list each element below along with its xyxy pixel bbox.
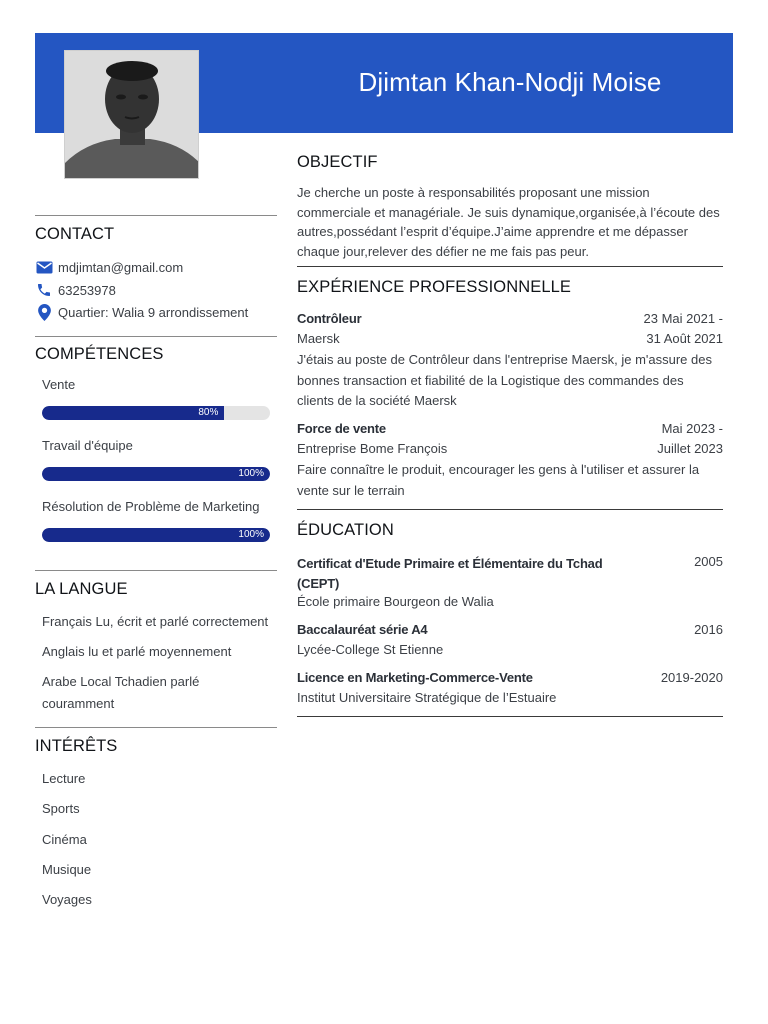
interest-item: Musique — [42, 862, 92, 877]
location-pin-icon — [35, 303, 53, 321]
skills-title: COMPÉTENCES — [35, 345, 164, 363]
contact-address-text: Quartier: Walia 9 arrondissement — [58, 304, 249, 320]
languages-title: LA LANGUE — [35, 580, 128, 598]
contact-phone — [35, 280, 116, 300]
language-item: Anglais lu et parlé moyennement — [42, 644, 232, 659]
objective-text: Je cherche un poste à responsabilités proposant une mission commerciale et managériale. Je suis dynamique,organisée,à l’écoute des autres,possédant l’esprit d’équipe.J’aime apprendre et me dépasser chaque jour,relever des défier ne me fais pas peur. — [297, 185, 720, 259]
job-company: Entreprise Bome François — [297, 441, 448, 456]
degree-school: Institut Universitaire Stratégique de l’Estuaire — [297, 690, 557, 705]
job-date-start: 23 Mai 2021 - — [643, 311, 723, 326]
degree-school: École primaire Bourgeon de Walia — [297, 594, 494, 609]
skill-percent: 100% — [238, 468, 264, 479]
skill-label: Travail d'équipe — [42, 438, 133, 453]
divider — [35, 570, 277, 571]
mail-icon — [35, 258, 53, 276]
language-item: Français Lu, écrit et parlé correctement — [42, 614, 269, 629]
divider — [35, 727, 277, 728]
divider — [297, 509, 723, 510]
job-date-start: Mai 2023 - — [661, 421, 723, 436]
interest-item: Lecture — [42, 771, 86, 786]
skill-bar — [42, 528, 270, 542]
portrait-image — [65, 51, 199, 179]
degree-school: Lycée-College St Etienne — [297, 642, 444, 657]
experience-title: EXPÉRIENCE PROFESSIONNELLE — [297, 278, 572, 296]
degree-date: 2005 — [694, 554, 723, 569]
degree-title: Licence en Marketing-Commerce-Vente — [297, 670, 533, 685]
job-title: Contrôleur — [297, 311, 362, 326]
objective-title: OBJECTIF — [297, 153, 378, 171]
skill-percent: 80% — [198, 407, 219, 418]
skill-bar-fill — [42, 406, 224, 420]
contact-email — [35, 257, 183, 277]
job-date-end: Juillet 2023 — [657, 441, 723, 456]
skill-label: Résolution de Problème de Marketing — [42, 499, 260, 514]
profile-photo — [64, 50, 199, 179]
skill-label: Vente — [42, 377, 76, 392]
contact-title: CONTACT — [35, 225, 115, 243]
skill-bar-fill — [42, 528, 270, 542]
degree-title: Certificat d'Etude Primaire et Élémentaire du Tchad (CEPT) — [297, 556, 603, 591]
job-date-end: 31 Août 2021 — [646, 331, 723, 346]
divider — [297, 266, 723, 267]
divider — [35, 215, 277, 216]
skill-bar — [42, 406, 270, 420]
degree-date: 2016 — [694, 622, 723, 637]
interest-item: Sports — [42, 801, 80, 816]
interests-title: INTÉRÊTS — [35, 737, 118, 755]
skill-bar — [42, 467, 270, 481]
job-company: Maersk — [297, 331, 340, 346]
language-item: Arabe Local Tchadien parlé couramment — [42, 674, 200, 711]
education-title: ÉDUCATION — [297, 521, 394, 539]
phone-icon — [35, 281, 53, 299]
divider — [297, 716, 723, 717]
contact-address — [35, 302, 248, 322]
degree-title: Baccalauréat série A4 — [297, 622, 428, 637]
skill-bar-fill — [42, 467, 270, 481]
contact-email-text: mdjimtan@gmail.com — [58, 259, 184, 275]
skill-percent: 100% — [238, 529, 264, 540]
job-description: Faire connaître le produit, encourager les gens à l'utiliser et assurer la vente sur le terrain — [297, 462, 700, 498]
contact-phone-text: 63253978 — [58, 282, 116, 298]
divider — [35, 336, 277, 337]
job-title: Force de vente — [297, 421, 386, 436]
interest-item: Cinéma — [42, 832, 87, 847]
candidate-name: Djimtan Khan-Nodji Moise — [358, 67, 662, 97]
job-description: J'étais au poste de Contrôleur dans l'entreprise Maersk, je m'assure des bonnes transaction et fiabilité de la Logistique des commandes des clients de la société Maersk — [297, 352, 712, 408]
degree-date: 2019-2020 — [660, 670, 723, 685]
interest-item: Voyages — [42, 892, 92, 907]
